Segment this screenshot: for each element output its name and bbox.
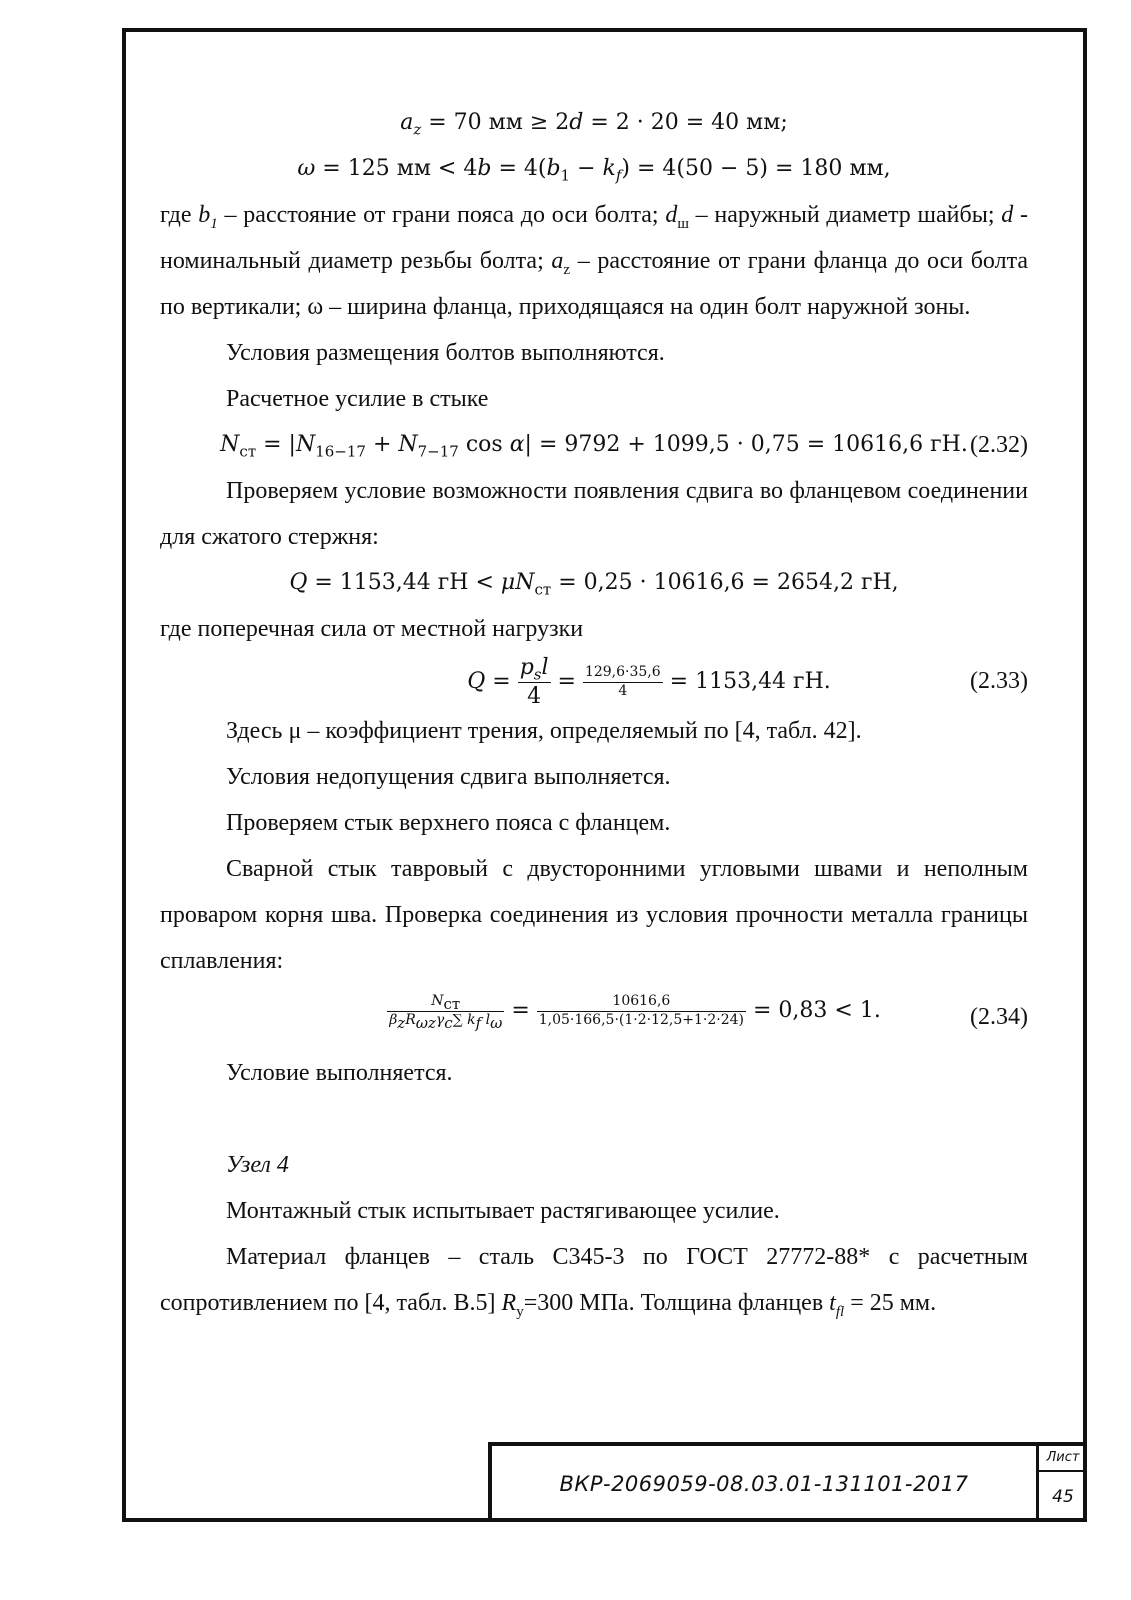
title-block (488, 1442, 1087, 1522)
section-heading-node-4: Узел 4 (226, 1152, 289, 1178)
conditions-met-1: Условия размещения болтов выполняются. (226, 340, 665, 366)
conditions-met-2: Условия недопущения сдвига выполняется. (226, 764, 671, 790)
design-force-intro: Расчетное усилие в стыке (226, 386, 489, 412)
sheet-number: 45 (1052, 1487, 1074, 1507)
sheet-label: Лист (1039, 1446, 1087, 1472)
check-flange-joint: Проверяем стык верхнего пояса с фланцем. (226, 810, 671, 836)
page-content (160, 100, 1028, 1326)
equation-az: $a_z = 70$ мм ≥ 2d = 2 · 20 = 40 мм; (400, 110, 788, 139)
weld-paragraph: Сварной стык тавровый с двусторонними угловыми швами и неполным проваром корня шва. Проверка соединения из условия прочности металла границы сплавления: (160, 856, 1028, 974)
equation-2-32: $N_{ст} = |N_{16-17} + N_{7-17}$ cos α| = 9792 + 1099,5 · 0,75 = 10616,6 гН. (2.32) (160, 422, 1028, 468)
friction-coefficient-note: Здесь μ – коэффициент трения, определяемый по [4, табл. 42]. (226, 718, 862, 744)
conditions-met-3: Условие выполняется. (226, 1060, 453, 1086)
sheet-cell (1036, 1446, 1087, 1522)
shear-check-paragraph: Проверяем условие возможности появления сдвига во фланцевом соединении для сжатого стержня: (160, 478, 1028, 550)
equation-q-check: Q = 1153,44 гН < $\mu N_{ст} = 0,25 \cdot 10616,6 = 2654,2$ гН, (289, 570, 899, 599)
equation-2-33: Q = $\frac{p_sl}{4}$ = $\frac{129,6\cdot 35,6}{4}$ = 1153,44 гН. (2.33) (467, 655, 1028, 709)
material-paragraph: Материал фланцев – сталь С345-3 по ГОСТ 27772-88* с расчетным сопротивлением по [4, табл. В.5] $R_y=300$ МПа. Толщина фланцев $t_{fl} = 25$ мм. (160, 1244, 1028, 1320)
equation-number-2-33: (2.33) (970, 668, 1028, 694)
document-code: ВКР-2069059-08.03.01-131101-2017 (559, 1472, 969, 1496)
equation-number-2-32: (2.32) (970, 432, 1028, 458)
equation-number-2-34: (2.34) (970, 1004, 1028, 1030)
tension-paragraph: Монтажный стык испытывает растягивающее усилие. (226, 1198, 780, 1224)
equation-omega: ω = 125 мм < $4b = 4(b_1 - k_f) = 4(50 - 5) = 180$ мм, (297, 156, 891, 185)
equation-2-34: $\frac{N_{ст}}{\beta_zR_{\omega z}\gamma_c\sum k_f l_\omega}$ = $\frac{10616,6}{1,05\cdot 166,5\cdot(1\cdot 2\cdot 12,5+1\cdot 2\cdot 24)}$ = 0,83 < 1. (2.34) (160, 984, 1028, 1050)
shear-force-intro: где поперечная сила от местной нагрузки (160, 616, 584, 642)
where-paragraph: где $b_1$ – расстояние от грани пояса до оси болта; $d_ш$ – наружный диаметр шайбы; d - номинальный диаметр резьбы болта; $a_z$ – расстояние от грани фланца до оси болта по вертикали; ω – ширина фланца, приходящаяся на один болт наружной зоны. (160, 202, 1029, 320)
